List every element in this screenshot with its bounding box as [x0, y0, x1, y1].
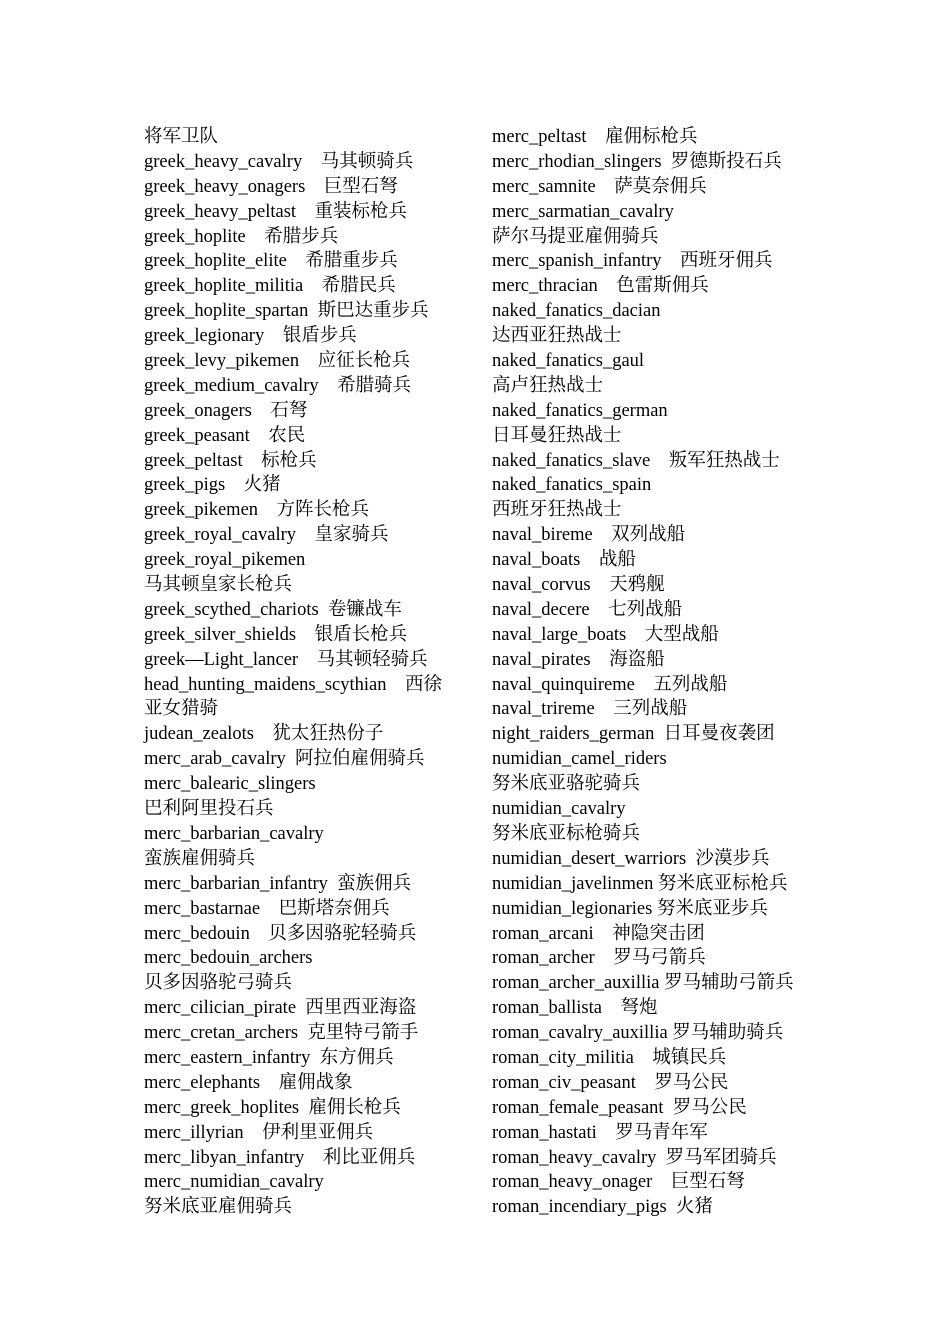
- unit-line: merc_bedouin 贝多因骆驼轻骑兵: [144, 923, 417, 944]
- left-column: [144, 125, 474, 1220]
- unit-line: 贝多因骆驼弓骑兵: [144, 973, 293, 994]
- unit-line: roman_city_militia 城镇民兵: [492, 1047, 727, 1068]
- unit-line: merc_bastarnae 巴斯塔奈佣兵: [144, 898, 390, 919]
- unit-line: greek_heavy_onagers 巨型石弩: [144, 176, 398, 197]
- unit-line: greek_hoplite_militia 希腊民兵: [144, 276, 396, 297]
- unit-line: roman_archer_auxillia 罗马辅助弓箭兵: [492, 973, 794, 994]
- unit-line: greek_peasant 农民: [144, 425, 306, 446]
- unit-line: judean_zealots 犹太狂热份子: [144, 724, 384, 745]
- unit-line: merc_greek_hoplites 雇佣长枪兵: [144, 1097, 401, 1118]
- unit-line: roman_hastati 罗马青年军: [492, 1122, 708, 1143]
- unit-line: greek_onagers 石弩: [144, 400, 308, 421]
- unit-line: naval_boats 战船: [492, 550, 636, 571]
- unit-line: greek_royal_cavalry 皇家骑兵: [144, 525, 389, 546]
- unit-line: night_raiders_german 日耳曼夜袭团: [492, 724, 775, 745]
- unit-line: roman_female_peasant 罗马公民: [492, 1097, 747, 1118]
- unit-line: roman_cavalry_auxillia 罗马辅助骑兵: [492, 1023, 784, 1044]
- unit-line: naval_pirates 海盗船: [492, 649, 665, 670]
- unit-line: 西班牙狂热战士: [492, 500, 622, 521]
- unit-line: merc_bedouin_archers: [144, 948, 313, 969]
- unit-line: merc_barbarian_infantry 蛮族佣兵: [144, 873, 412, 894]
- unit-line: 努米底亚雇佣骑兵: [144, 1197, 293, 1218]
- unit-line: roman_heavy_onager 巨型石弩: [492, 1172, 745, 1193]
- unit-line: merc_balearic_slingers: [144, 774, 316, 795]
- unit-line: greek_scythed_chariots 卷镰战车: [144, 599, 402, 620]
- unit-line: merc_thracian 色雷斯佣兵: [492, 276, 709, 297]
- unit-line: greek_legionary 银盾步兵: [144, 326, 357, 347]
- unit-line: merc_arab_cavalry 阿拉伯雇佣骑兵: [144, 749, 425, 770]
- unit-line: head_hunting_maidens_scythian 西徐: [144, 674, 443, 695]
- unit-line: merc_elephants 雇佣战象: [144, 1072, 353, 1093]
- right-column: [492, 125, 822, 1220]
- unit-line: naval_large_boats 大型战船: [492, 624, 719, 645]
- unit-line: greek_levy_pikemen 应征长枪兵: [144, 351, 411, 372]
- unit-line: 马其顿皇家长枪兵: [144, 575, 293, 596]
- unit-line: greek_hoplite_elite 希腊重步兵: [144, 251, 398, 272]
- unit-line: greek_pigs 火猪: [144, 475, 281, 496]
- unit-line: roman_civ_peasant 罗马公民: [492, 1072, 729, 1093]
- unit-line: greek_hoplite 希腊步兵: [144, 226, 339, 247]
- unit-line: roman_arcani 神隐突击团: [492, 923, 705, 944]
- unit-line: numidian_cavalry: [492, 799, 626, 820]
- unit-line: 巴利阿里投石兵: [144, 799, 274, 820]
- unit-line: greek_medium_cavalry 希腊骑兵: [144, 375, 412, 396]
- unit-line: merc_rhodian_slingers 罗德斯投石兵: [492, 151, 782, 172]
- unit-line: greek_pikemen 方阵长枪兵: [144, 500, 370, 521]
- unit-line: greek_heavy_peltast 重装标枪兵: [144, 201, 408, 222]
- unit-line: greek—Light_lancer 马其顿轻骑兵: [144, 649, 428, 670]
- unit-line: merc_eastern_infantry 东方佣兵: [144, 1047, 394, 1068]
- unit-line: merc_cretan_archers 克里特弓箭手: [144, 1023, 419, 1044]
- unit-line: 蛮族雇佣骑兵: [144, 848, 256, 869]
- unit-line: roman_archer 罗马弓箭兵: [492, 948, 706, 969]
- unit-line: greek_heavy_cavalry 马其顿骑兵: [144, 151, 414, 172]
- unit-line: merc_barbarian_cavalry: [144, 823, 324, 844]
- unit-line: merc_numidian_cavalry: [144, 1172, 324, 1193]
- unit-line: greek_silver_shields 银盾长枪兵: [144, 624, 408, 645]
- unit-line: greek_peltast 标枪兵: [144, 450, 317, 471]
- unit-line: numidian_camel_riders: [492, 749, 667, 770]
- unit-line: naked_fanatics_gaul: [492, 351, 645, 372]
- unit-line: merc_peltast 雇佣标枪兵: [492, 127, 698, 147]
- unit-line: 努米底亚骆驼骑兵: [492, 774, 641, 795]
- unit-line: 萨尔马提亚雇佣骑兵: [492, 226, 659, 247]
- unit-line: 努米底亚标枪骑兵: [492, 823, 641, 844]
- unit-line: naval_decere 七列战船: [492, 599, 683, 620]
- unit-line: naked_fanatics_dacian: [492, 301, 661, 322]
- unit-line: numidian_legionaries 努米底亚步兵: [492, 898, 768, 919]
- unit-line: merc_libyan_infantry 利比亚佣兵: [144, 1147, 416, 1168]
- unit-line: roman_incendiary_pigs 火猪: [492, 1197, 713, 1218]
- unit-line: naval_quinquireme 五列战船: [492, 674, 728, 695]
- unit-line: numidian_desert_warriors 沙漠步兵: [492, 848, 770, 869]
- unit-line: 亚女猎骑: [144, 699, 219, 720]
- unit-line: merc_spanish_infantry 西班牙佣兵: [492, 251, 773, 272]
- unit-line: 达西亚狂热战士: [492, 326, 622, 347]
- unit-line: naked_fanatics_german: [492, 400, 668, 421]
- unit-line: naval_bireme 双列战船: [492, 525, 686, 546]
- unit-line: 将军卫队: [144, 127, 219, 147]
- unit-line: naval_corvus 天鸦舰: [492, 575, 665, 596]
- unit-line: merc_samnite 萨莫奈佣兵: [492, 176, 707, 197]
- unit-line: naked_fanatics_slave 叛军狂热战士: [492, 450, 780, 471]
- unit-line: merc_illyrian 伊利里亚佣兵: [144, 1122, 374, 1143]
- unit-line: roman_ballista 弩炮: [492, 998, 658, 1019]
- unit-line: naval_trireme 三列战船: [492, 699, 688, 720]
- unit-line: naked_fanatics_spain: [492, 475, 652, 496]
- unit-line: roman_heavy_cavalry 罗马军团骑兵: [492, 1147, 777, 1168]
- unit-line: numidian_javelinmen 努米底亚标枪兵: [492, 873, 788, 894]
- unit-line: merc_cilician_pirate 西里西亚海盗: [144, 998, 417, 1019]
- unit-line: 高卢狂热战士: [492, 375, 604, 396]
- unit-line: greek_hoplite_spartan 斯巴达重步兵: [144, 301, 429, 322]
- unit-line: merc_sarmatian_cavalry: [492, 201, 674, 222]
- unit-line: greek_royal_pikemen: [144, 550, 306, 571]
- unit-line: 日耳曼狂热战士: [492, 425, 622, 446]
